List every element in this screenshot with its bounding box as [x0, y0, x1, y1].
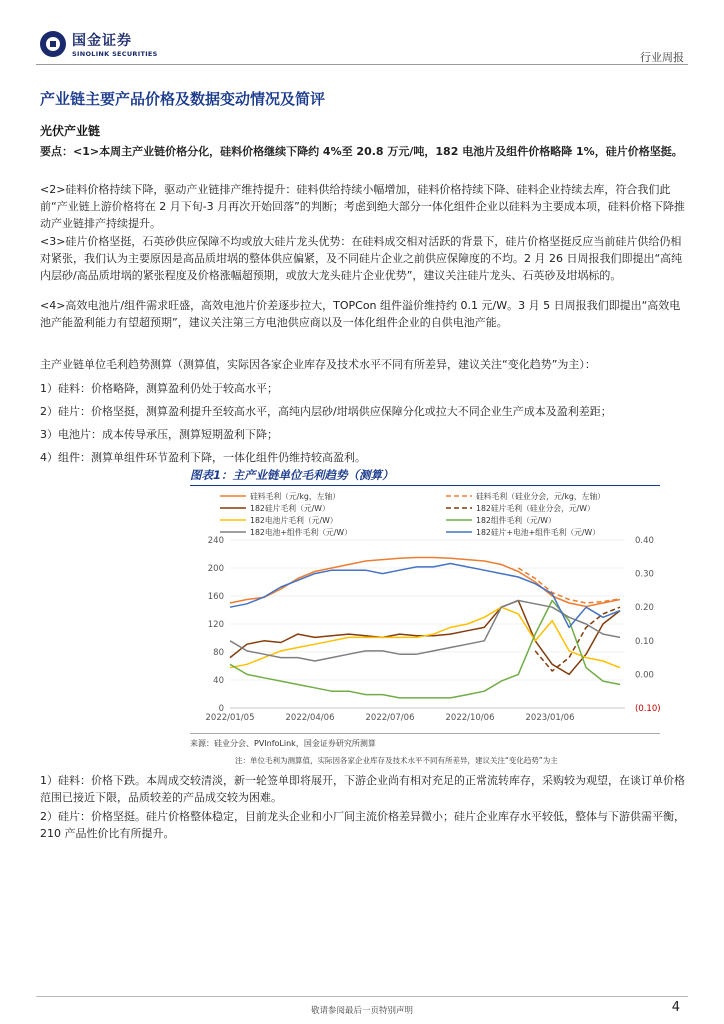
footer-disclaimer: 敬请参阅最后一页特别声明	[310, 1006, 413, 1016]
logo-en: SINOLINK SECURITIES	[72, 50, 158, 58]
legend-label: 182电池+组件毛利（元/W）	[250, 528, 352, 537]
company-logo	[40, 30, 158, 58]
series-line	[230, 564, 620, 628]
legend-label: 182硅片+电池+组件毛利（元/W）	[476, 528, 601, 537]
doc-type: 行业周报	[640, 51, 684, 64]
legend-label: 182硅片毛利（元/W）	[250, 504, 330, 513]
x-tick: 2022/01/05	[205, 713, 255, 723]
figure-title-divider	[190, 485, 660, 486]
y-right-tick: 0.40	[635, 536, 654, 546]
summary-p3: <3>硅片价格坚挺，石英砂供应保障不均或放大硅片龙头优势：在硅料成交相对活跃的背景下，硅片价格坚挺反应当前硅片供给仍相对紧张，我们认为主要原因是高品质坩埚的整体供应偏紧，及不同硅片企业之前供应保障度的不均。2 月 26 日周报我们即提出“高纯内层砂/高品质坩埚的紧张程度及价格涨幅超预期，或放大龙头硅片企业优势”，建议关注硅片龙头、石英砂及坩埚标的。	[40, 235, 683, 282]
y-left-tick: 40	[213, 676, 224, 686]
chart-legend	[220, 491, 605, 537]
page-header	[0, 0, 724, 66]
x-tick: 2022/07/06	[365, 713, 415, 723]
y-left-tick: 0	[218, 704, 224, 714]
subhead: 光伏产业链	[40, 124, 101, 138]
x-tick: 2022/10/06	[445, 713, 495, 723]
y-left-tick: 240	[207, 536, 224, 546]
estimate-item: 4）组件：测算单组件环节盈利下降，一体化组件仍维持较高盈利。	[40, 451, 366, 464]
estimates-intro: 主产业链单位毛利趋势测算（测算值，实际因各家企业库存及技术水平不同有所差异，建议关注“变化趋势”为主）：	[40, 358, 596, 371]
y-right-tick: (0.10)	[635, 704, 661, 714]
y-right-tick: 0.20	[635, 603, 654, 614]
y-left-tick: 160	[207, 592, 224, 602]
source-divider	[190, 733, 660, 734]
estimate-item: 2）硅片：价格坚挺，测算盈利提升至较高水平，高纯内层砂/坩埚供应保障分化或拉大不同企业生产成本及盈利差距；	[40, 405, 612, 418]
margin-trend-chart	[190, 487, 664, 727]
section-title: 产业链主要产品价格及数据变动情况及简评	[40, 90, 326, 108]
after-p1: 1）硅料：价格下跌。本周成交较清淡，新一轮签单即将展开，下游企业尚有相对充足的正常流转库存，采购较为观望，在谈订单价格范围已接近下限，品质较差的产品成交较为困难。	[40, 774, 685, 804]
summary-p2: <2>硅料价格持续下降，驱动产业链排产维持提升：硅料供给持续小幅增加，硅料价格持续下降、硅料企业持续去库，符合我们此前“产业链上游价格将在 2 月下旬-3 月再次开始回落”的判断；考虑到绝大部分一体化组件企业以硅料为主要成本项，硅料价格下降推动产业链排产持续提升。	[40, 183, 685, 230]
footer-divider	[36, 996, 688, 997]
legend-label: 182电池片毛利（元/W）	[250, 516, 338, 525]
legend-label: 硅料毛利（元/kg，左轴）	[250, 492, 341, 501]
summary-lead: 要点：<1>本周主产业链价格分化，硅料价格继续下降约 4%至 20.8 万元/吨，182 电池片及组件价格略降 1%，硅片价格坚挺。	[40, 145, 683, 158]
y-left-tick: 120	[207, 620, 224, 630]
y-right-tick: 0.10	[635, 636, 654, 647]
x-tick: 2022/04/06	[285, 713, 335, 723]
y-left-tick: 80	[213, 648, 224, 658]
summary-p4: <4>高效电池片/组件需求旺盛，高效电池片价差逐步拉大，TOPCon 组件溢价维持约 0.1 元/W。3 月 5 日周报我们即提出“高效电池产能盈利能力有望超预期”，建议关注第三方电池供应商以及一体化组件企业的自供电池产能。	[40, 299, 681, 329]
estimate-item: 1）硅料：价格略降，测算盈利仍处于较高水平；	[40, 382, 278, 395]
series-line	[230, 607, 620, 668]
chart-axes	[206, 536, 661, 723]
legend-label: 硅料毛利（硅业分会，元/kg，左轴）	[476, 492, 606, 501]
chart-series	[230, 558, 620, 698]
after-p2: 2）硅片：价格坚挺。硅片价格整体稳定，目前龙头企业和小厂间主流价格差异微小；硅片企业库存水平较低，整体与下游供需平衡，210 产品性价比有所提升。	[40, 810, 685, 840]
y-right-tick: 0.00	[635, 670, 654, 681]
figure-source: 来源：硅业分会、PVInfoLink，国金证券研究所测算	[190, 739, 376, 748]
series-line	[518, 568, 620, 603]
y-right-tick: 0.30	[635, 569, 654, 580]
legend-label: 182硅片毛利（硅业分会，元/W）	[476, 504, 595, 513]
logo-cn: 国金证券	[72, 33, 132, 49]
page-number: 4	[671, 1000, 680, 1015]
estimate-item: 3）电池片：成本传导承压，测算短期盈利下降；	[40, 428, 278, 441]
legend-label: 182组件毛利（元/W）	[476, 516, 556, 525]
figure-title: 图表1：主产业链单位毛利趋势（测算）	[190, 468, 394, 482]
series-line	[230, 558, 620, 607]
logo-icon	[40, 31, 66, 57]
y-left-tick: 200	[207, 564, 224, 574]
figure-note: 注：单位毛利为测算值，实际因各家企业库存及技术水平不同有所差异，建议关注“变化趋势”为主	[235, 756, 558, 765]
x-tick: 2023/01/06	[525, 713, 575, 723]
header-divider	[36, 64, 688, 65]
